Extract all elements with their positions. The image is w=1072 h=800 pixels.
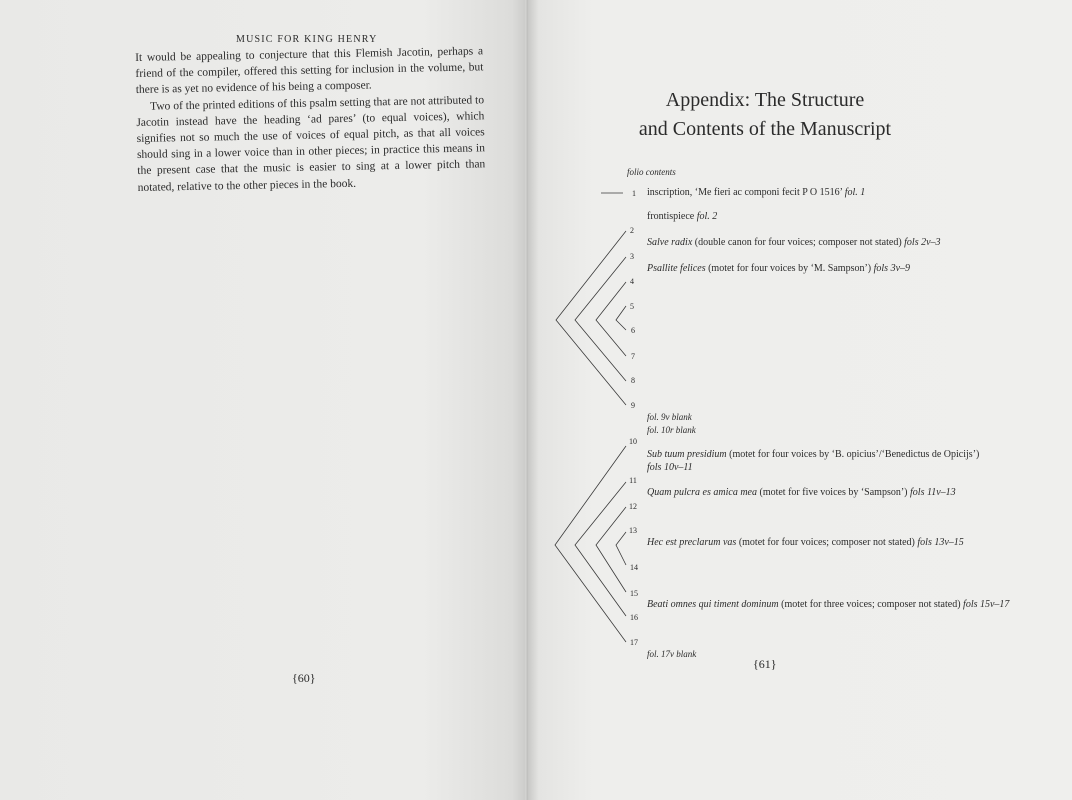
- folio-number: 6: [631, 326, 635, 335]
- contents-entry: Sub tuum presidium (motet for four voices by ‘B. opicius’/‘Benedictus de Opicijs’): [647, 449, 980, 460]
- paragraph-2: Two of the printed editions of this psalm setting that are not attributed to Jacotin instead have the heading ‘ad pares’ (to equal voices), which signifies not so much the use of voices of equal pitch, as that all voices should sing in a lower voice than in other pieces; in practice this means in the present case that the music is easier to sing at a lower pitch than notated, relative to the other pieces in the book.: [136, 93, 486, 194]
- contents-entry: Hec est preclarum vas (motet for four voices; composer not stated) fols 13v–15: [647, 537, 964, 548]
- bifolium-12-15: [596, 507, 626, 592]
- folio-number: 2: [630, 226, 634, 235]
- blank-note: fol. 10r blank: [647, 425, 696, 435]
- folio-number: 13: [629, 526, 637, 535]
- folio-number: 8: [631, 376, 635, 385]
- contents-entry: Psallite felices (motet for four voices by ‘M. Sampson’) fols 3v–9: [647, 263, 911, 274]
- bifolium-13-14: [616, 532, 626, 565]
- bifolium-4-7: [596, 282, 626, 356]
- folio-number: 5: [630, 302, 634, 311]
- bifolium-10-17: [555, 446, 626, 642]
- contents-entry: Salve radix (double canon for four voices; composer not stated) fols 2v–3: [647, 237, 941, 248]
- folio-number: 9: [631, 401, 635, 410]
- blank-note: fol. 9v blank: [647, 412, 692, 422]
- running-head: MUSIC FOR KING HENRY: [236, 34, 378, 45]
- bifolium-2-9: [556, 231, 626, 405]
- contents-entry: frontispiece fol. 2: [647, 211, 718, 222]
- contents-entry: inscription, ‘Me fieri ac componi fecit P O 1516’ fol. 1: [647, 187, 866, 198]
- column-header: folio contents: [627, 167, 676, 177]
- folio-number: 12: [629, 502, 637, 511]
- folio-number: 4: [630, 277, 634, 286]
- title-line-1: Appendix: The Structure: [665, 89, 865, 111]
- paragraph-1: It would be appealing to conjecture that this Flemish Jacotin, perhaps a friend of the compiler, offered this setting for inclusion in the volume, but there is as yet no evidence of his being a composer.: [135, 45, 484, 97]
- folio-number: 1: [632, 189, 636, 198]
- folio-number: 15: [630, 589, 638, 598]
- folio-number: 14: [630, 563, 638, 572]
- contents-entry: Beati omnes qui timent dominum (motet for three voices; composer not stated) fols 15v–17: [647, 599, 1010, 610]
- folio-number: 10: [629, 437, 637, 446]
- folio-number: 3: [630, 252, 634, 261]
- blank-note: fol. 17v blank: [647, 649, 697, 659]
- page-number-left: {60}: [292, 671, 316, 685]
- folio-number: 16: [630, 613, 638, 622]
- contents-entry: Quam pulcra es amica mea (motet for five voices by ‘Sampson’) fols 11v–13: [647, 487, 956, 498]
- contents-entry-continued: fols 10v–11: [647, 462, 693, 473]
- page-number-right: {61}: [753, 657, 777, 671]
- folio-number: 7: [631, 352, 635, 361]
- title-line-2: and Contents of the Manuscript: [638, 118, 892, 140]
- bifolium-3-8: [575, 257, 626, 381]
- folio-number: 17: [630, 638, 638, 647]
- folio-number: 11: [629, 476, 637, 485]
